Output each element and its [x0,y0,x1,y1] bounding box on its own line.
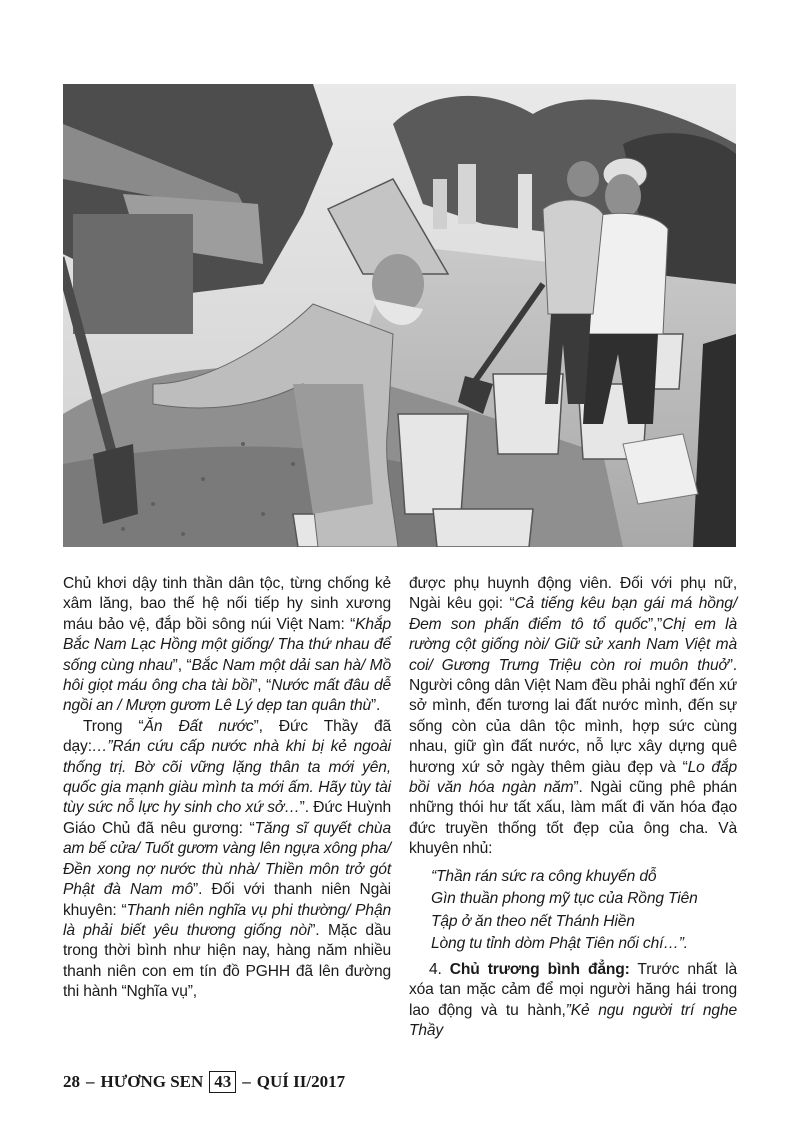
photo-road-workers-icon [63,84,736,547]
poem-line: “Thần rán sức ra công khuyến dỗ [431,867,657,885]
footer-dash: – [242,1072,251,1091]
left-paragraph-2: Trong “Ăn Đất nước”, Đức Thầy đã dạy:…”Rán cứu cấp nước nhà khi bị kẻ ngoài thống trị. Bờ cõi vững lặng thân ta mới yên, quốc gia mạnh giàu mình ta mới ấm. Hãy tùy tài tùy sức nỗ lực hy sinh cho xứ sở…”. Đức Huỳnh Giáo Chủ đã nêu gương: “Tăng sĩ quyết chùa am bế cửa/ Tuốt gươm vàng lên ngựa xông pha/ Đền xong nợ nước thù nhà/ Thiền môn trở gót Phật đà Nam mô”. Đối với thanh niên Ngài khuyên: “Thanh niên nghĩa vụ phi thường/ Phận là phải biết yêu thương giống nòi”. Mặc dầu trong thời bình như hiện nay, hàng năm nhiều thanh niên con em tín đồ PGHH đã lên đường thi hành “Nghĩa vụ”, [63,717,391,1001]
page-number: 28 [63,1072,80,1091]
right-paragraph-2: 4. Chủ trương bình đẳng: Trước nhất là xóa tan mặc cảm để mọi người hăng hái trong lao động và tu hành,”Kẻ ngu người trí nghe Thầy [409,961,737,1040]
issue-number-box: 43 [209,1071,236,1093]
right-text-column [409,574,737,1042]
poem-quote [431,866,737,956]
poem-line: Tập ở ăn theo nết Thánh Hiền [431,912,635,930]
left-paragraph-1: Chủ khơi dậy tinh thần dân tộc, từng chống kẻ xâm lăng, bao thế hệ nối tiếp hy sinh xương máu bảo vệ, đắp bồi sông núi Việt Nam: “Khắp Bắc Nam Lạc Hồng một giống/ Tha thứ nhau để sống cùng nhau”, “Bắc Nam một dải san hà/ Mồ hôi giọt máu ông cha tài bồi”, “Nước mất đâu dễ ngồi an / Mượn gươm Lê Lý dẹp tan quân thù”. [63,575,391,715]
issue-period: QUÍ II/2017 [256,1072,346,1091]
poem-line: Lòng tu tỉnh dòm Phật Tiên nối chí…”. [431,935,688,953]
left-text-column [63,574,391,1003]
right-paragraph-1: được phụ huynh động viên. Đối với phụ nữ, Ngài kêu gọi: “Cả tiếng kêu bạn gái má hồng/ Đem son phấn điểm tô tổ quốc”,”Chị em là rường cột giống nòi/ Giữ sử xanh Nam Việt mà coi/ Gương Trưng Triệu còn roi muôn thuở”. Người công dân Việt Nam đều phải nghĩ đến xứ sở mình, đến tương lai đất nước mình, đến sự sống còn của dân tộc mình, hợp sức cùng nhau, giữ gìn đất nước, nỗ lực xây dựng quê hương xứ sở ngày thêm giàu đẹp và “Lo đắp bồi văn hóa ngàn năm”. Ngài cũng phê phán những thói hư tất xấu, làm mất đi văn hóa đạo đức truyền thống tốt đẹp của ông cha. Và khuyên nhủ: [409,575,737,858]
magazine-title: HƯƠNG SEN [100,1072,204,1091]
page-footer [63,1069,345,1095]
poem-line: Gìn thuần phong mỹ tục của Rồng Tiên [431,890,698,908]
footer-dash: – [86,1072,95,1091]
article-photo [63,84,736,547]
